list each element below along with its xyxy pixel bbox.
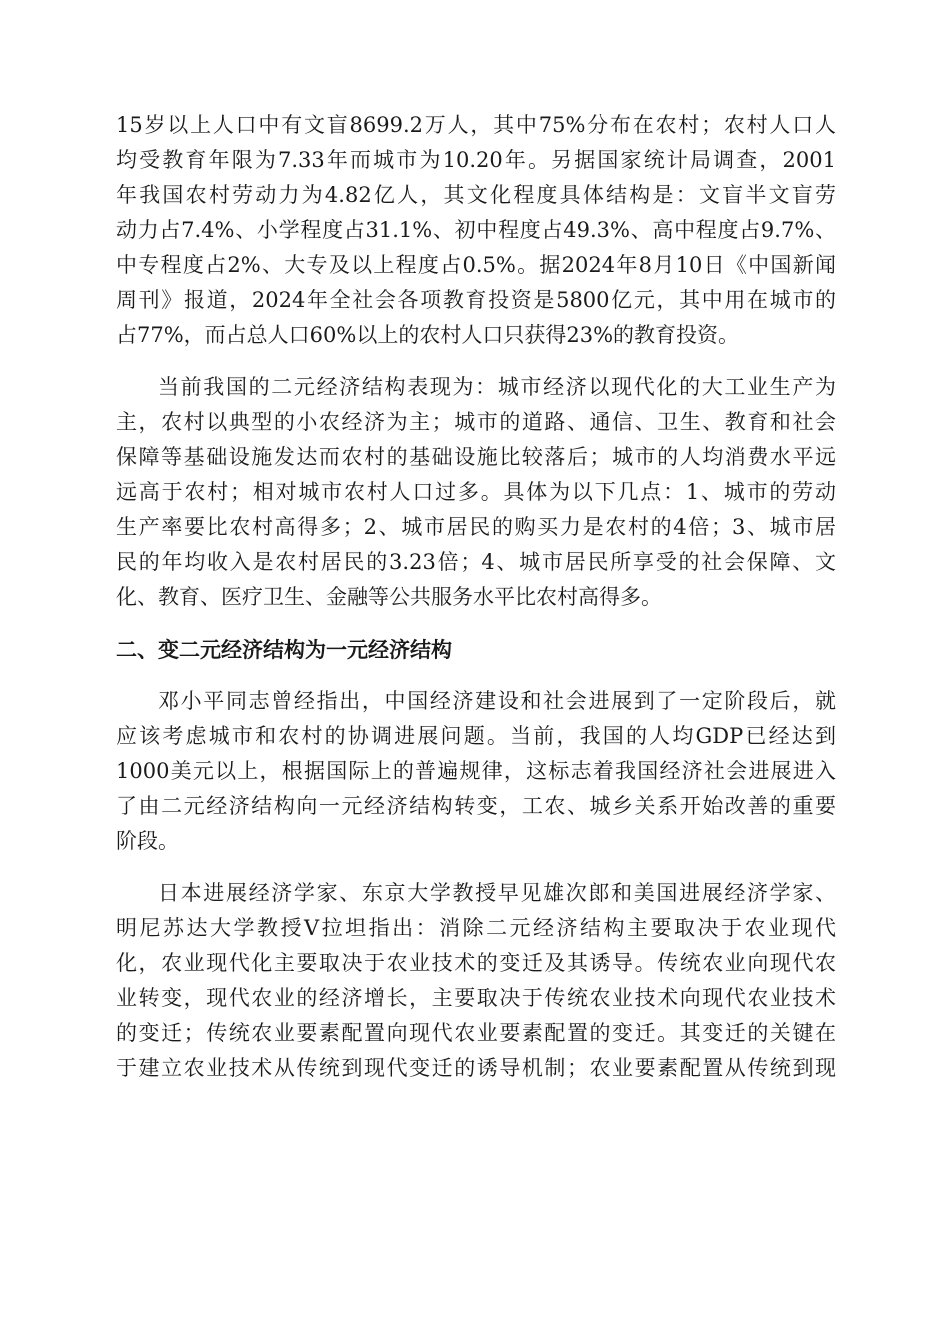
- text-line: 主，农村以典型的小农经济为主；城市的道路、通信、卫生、教育和社会: [116, 410, 836, 434]
- text-line: 民的年均收入是农村居民的3.23倍；4、城市居民所享受的社会保障、文: [116, 550, 836, 574]
- text-line: 阶段。: [116, 829, 179, 853]
- section-heading: 二、变二元经济结构为一元经济结构: [116, 637, 452, 662]
- text-line: 占77%，而占总人口60%以上的农村人口只获得23%的教育投资。: [116, 323, 740, 347]
- text-line: 中专程度占2%、大专及以上程度占0.5%。据2024年8月10日《中国新闻: [116, 253, 836, 277]
- paragraph-dual-economy: [116, 370, 836, 615]
- document-page: [116, 108, 836, 1103]
- text-line: 保障等基础设施发达而农村的基础设施比较落后；城市的人均消费水平远: [116, 445, 836, 469]
- text-line: 1000美元以上，根据国际上的普遍规律，这标志着我国经济社会进展进入: [116, 759, 836, 783]
- text-line: 年我国农村劳动力为4.82亿人，其文化程度具体结构是：文盲半文盲劳: [116, 183, 836, 207]
- text-line: 当前我国的二元经济结构表现为：城市经济以现代化的大工业生产为: [158, 375, 836, 399]
- text-line: 化、教育、医疗卫生、金融等公共服务水平比农村高得多。: [116, 585, 662, 609]
- text-line: 远高于农村；相对城市农村人口过多。具体为以下几点：1、城市的劳动: [116, 480, 836, 504]
- text-line: 业转变，现代农业的经济增长，主要取决于传统农业技术向现代农业技术: [116, 986, 836, 1010]
- paragraph-deng-xiaoping: [116, 684, 836, 859]
- text-line: 日本进展经济学家、东京大学教授早见雄次郎和美国进展经济学家、: [158, 881, 836, 905]
- text-line: 了由二元经济结构向一元经济结构转变，工农、城乡关系开始改善的重要: [116, 794, 836, 818]
- paragraph-education-statistics: [116, 108, 836, 353]
- text-line: 应该考虑城市和农村的协调进展问题。当前，我国的人均GDP已经达到: [116, 724, 836, 748]
- text-line: 均受教育年限为7.33年而城市为10.20年。另据国家统计局调查，2001: [116, 148, 836, 172]
- text-line: 15岁以上人口中有文盲8699.2万人，其中75%分布在农村；农村人口人: [116, 113, 836, 137]
- text-line: 生产率要比农村高得多；2、城市居民的购买力是农村的4倍；3、城市居: [116, 515, 836, 539]
- text-line: 邓小平同志曾经指出，中国经济建设和社会进展到了一定阶段后，就: [158, 689, 836, 713]
- text-line: 化，农业现代化主要取决于农业技术的变迁及其诱导。传统农业向现代农: [116, 951, 836, 975]
- text-line: 周刊》报道，2024年全社会各项教育投资是5800亿元，其中用在城市的: [116, 288, 836, 312]
- text-line: 动力占7.4%、小学程度占31.1%、初中程度占49.3%、高中程度占9.7%、: [116, 218, 836, 242]
- text-line: 于建立农业技术从传统到现代变迁的诱导机制；农业要素配置从传统到现: [116, 1056, 836, 1080]
- text-line: 明尼苏达大学教授V拉坦指出：消除二元经济结构主要取决于农业现代: [116, 916, 836, 940]
- paragraph-agricultural-modernization: [116, 876, 836, 1086]
- text-line: 的变迁；传统农业要素配置向现代农业要素配置的变迁。其变迁的关键在: [116, 1021, 836, 1045]
